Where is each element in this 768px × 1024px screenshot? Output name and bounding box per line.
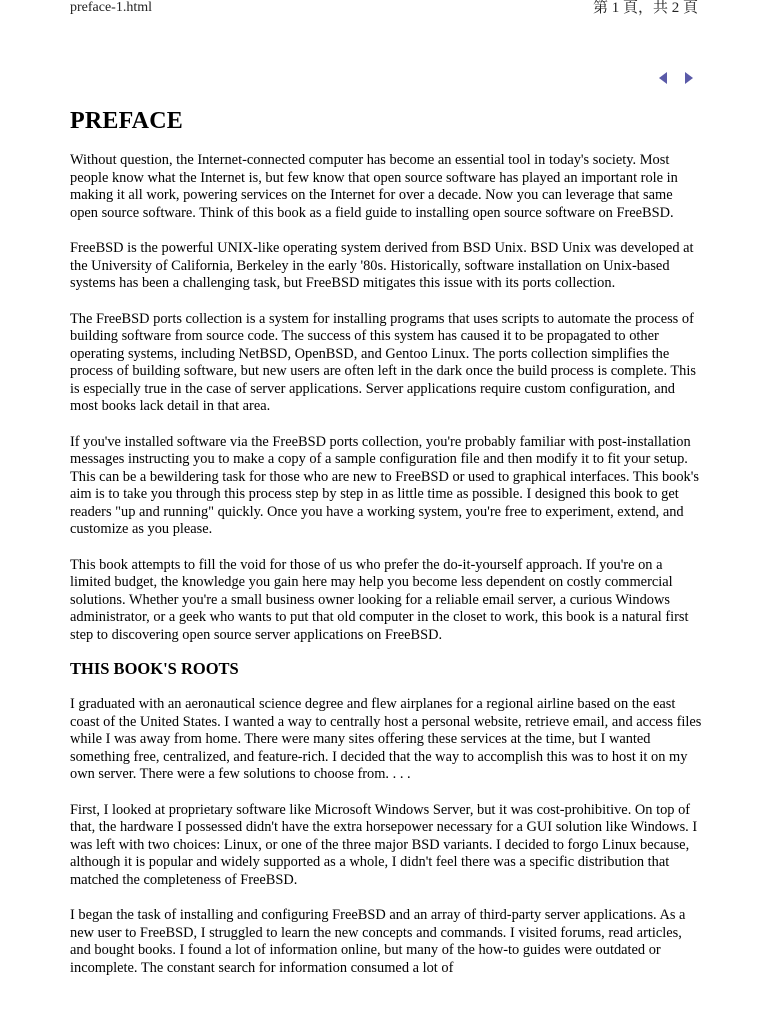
document-body <box>70 106 702 977</box>
page-navigation <box>655 70 700 86</box>
paragraph: Without question, the Internet-connected computer has become an essential tool in today's society. Most people know what the Internet is, but few know that open source software has played an important role in making it all work, powering services on the Internet for over a decade. Now you can leverage that same open source software. Think of this book as a field guide to installing open source software on FreeBSD. <box>70 152 678 221</box>
page-title: PREFACE <box>70 108 183 134</box>
header-filename: preface-1.html <box>70 0 153 15</box>
paragraph: The FreeBSD ports collection is a system for installing programs that uses scripts to automate the process of building software from source code. The success of this system has caused it to be propagated to other operating systems, including NetBSD, OpenBSD, and Gentoo Linux. The ports collection simplifies the process of building software, but new users are often left in the dark once the build process is complete. This is especially true in the case of server applications. Server applications require custom configuration, and most books lack detail in that area. <box>70 310 696 414</box>
print-header <box>0 0 768 20</box>
paragraph: I began the task of installing and configuring FreeBSD and an array of third-party server applications. As a new user to FreeBSD, I struggled to learn the new concepts and commands. I visited forums, read articles, and bought books. I found a lot of information online, but many of the how-to guides were outdated or incomplete. The constant search for information consumed a lot of <box>70 907 686 976</box>
triangle-right-icon[interactable] <box>681 70 697 86</box>
triangle-left-icon[interactable] <box>655 70 671 86</box>
paragraph: FreeBSD is the powerful UNIX-like operating system derived from BSD Unix. BSD Unix was developed at the University of California, Berkeley in the early '80s. Historically, software installation on Unix-based systems has been a challenging task, but FreeBSD mitigates this issue with its ports collection. <box>70 240 694 291</box>
paragraph: I graduated with an aeronautical science degree and flew airplanes for a regional airline based on the east coast of the United States. I wanted a way to centrally host a personal website, retrieve email, and access files while I was away from home. There were many sites offering these services at the time, but I wanted something free, centralized, and feature-rich. I decided that the way to accomplish this was to host it on my own server. There were a few solutions to choose from. . . . <box>70 696 702 782</box>
paragraph: First, I looked at proprietary software like Microsoft Windows Server, but it was cost-prohibitive. On top of that, the hardware I possessed didn't have the extra horsepower necessary for a GUI solution like Windows. I was left with two choices: Linux, or one of the three major BSD variants. I decided to forgo Linux because, although it is popular and widely supported as a whole, I didn't feel there was a specific distribution that matched the completeness of FreeBSD. <box>70 801 698 888</box>
paragraph: This book attempts to fill the void for those of us who prefer the do-it-yourself approach. If you're on a limited budget, the knowledge you gain here may help you become less dependent on costly commercial solutions. Whether you're a small business owner looking for a reliable email server, a curious Windows administrator, or a geek who wants to put that old computer in the closet to work, this book is a natural first step to discovering open source server applications on FreeBSD. <box>70 556 689 643</box>
paragraph: If you've installed software via the FreeBSD ports collection, you're probably familiar with post-installation messages instructing you to make a copy of a sample configuration file and then modify it to fit your setup. This can be a bewildering task for those who are new to FreeBSD or used to graphical interfaces. This book's aim is to take you through this process step by step in as little time as possible. I designed this book to get readers "up and running" quickly. Once you have a working system, you're free to experiment, extend, and customize as you please. <box>70 433 699 537</box>
section-heading: THIS BOOK'S ROOTS <box>70 659 239 678</box>
header-page-count: 第 1 頁，共 2 頁 <box>592 0 698 16</box>
